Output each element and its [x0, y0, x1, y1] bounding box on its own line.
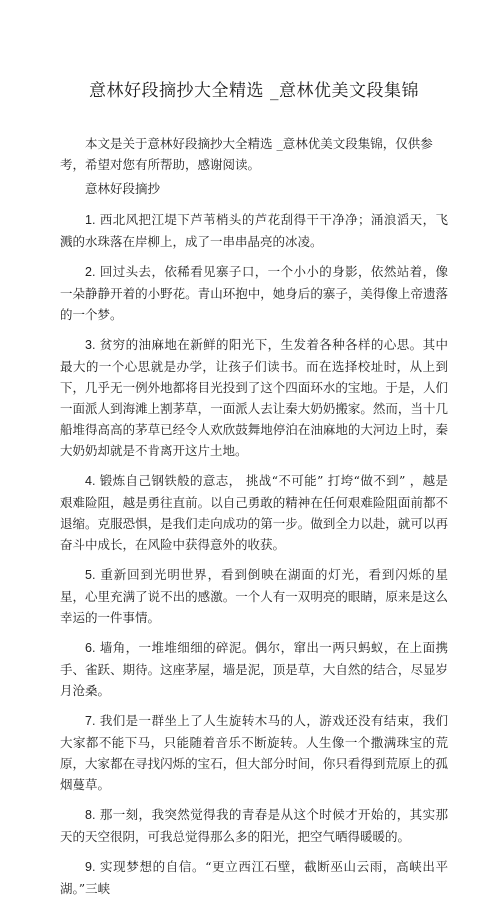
item-number: 9.: [85, 860, 96, 874]
item-number: 2.: [85, 265, 96, 279]
excerpt-item-6: [60, 637, 448, 701]
item-text: 锻炼自己钢铁般的意志， 挑战“不可能” 打垮“做不到” ，越是艰难险阻，越是勇往直前。以自己勇敢的精神在任何艰难险阻面前都不退缩。克服恐惧，是我们走向成功的第一步。做到全力以赴，就可以再奋斗中成长，在风险中获得意外的收获。: [60, 473, 448, 552]
excerpt-item-9: [60, 856, 448, 896]
item-number: 3.: [85, 338, 96, 352]
item-text: 贫穷的油麻地在新鲜的阳光下，生发着各种各样的心思。其中最大的一个心思就是办学，让孩子们读书。而在选择校址时，从上到下，几乎无一例外地都将目光投到了这个四面环水的宝地。于是，人们一面派人到海滩上割茅草，一面派人去让秦大奶奶搬家。然而，当十几船堆得高高的茅草已经令人欢欣鼓舞地停泊在油麻地的大河边上时，秦大奶奶却就是不肯离开这片土地。: [60, 337, 448, 458]
item-number: 5.: [85, 568, 96, 582]
item-number: 6.: [85, 641, 96, 655]
excerpt-item-4: [60, 470, 448, 555]
item-text: 墙角，一堆堆细细的碎泥。偶尔，窜出一两只蚂蚁，在上面携手、雀跃、期待。这座茅屋，墙是泥，顶是草，大自然的结合，尽显岁月沧桑。: [60, 640, 448, 698]
item-number: 1.: [85, 213, 96, 227]
item-text: 回过头去，依稀看见寨子口，一个小小的身影，依然站着，像一朵静静开着的小野花。青山环抱中，她身后的寨子，美得像上帝遗落的一个梦。: [60, 264, 448, 322]
document-title: 意林好段摘抄大全精选 _意林优美文段集锦: [89, 81, 419, 101]
excerpt-item-3: [60, 334, 448, 461]
item-text: 实现梦想的自信。“更立西江石壁，截断巫山云雨，高峡出平湖。”三峡: [60, 859, 448, 896]
item-text: 重新回到光明世界，看到倒映在湖面的灯光，看到闪烁的星星，心里充满了说不出的感激。一个人有一双明亮的眼睛，原来是这么幸运的一件事情。: [60, 567, 448, 625]
excerpt-item-2: [60, 261, 448, 325]
excerpt-item-8: [60, 804, 448, 847]
excerpt-item-5: [60, 564, 448, 628]
item-number: 7.: [85, 714, 96, 728]
item-number: 8.: [85, 808, 96, 822]
intro-paragraph: 本文是关于意林好段摘抄大全精选 _意林优美文段集锦，仅供参考，希望对您有所帮助，感谢阅读。: [60, 136, 433, 172]
item-number: 4.: [85, 474, 96, 488]
excerpt-item-1: [60, 209, 448, 252]
excerpt-list: [60, 209, 448, 896]
excerpt-item-7: [60, 710, 448, 795]
section-heading: 意林好段摘抄: [85, 181, 161, 196]
item-text: 我们是一群坐上了人生旋转木马的人，游戏还没有结束，我们大家都不能下马，只能随着音乐不断旋转。人生像一个撒满珠宝的荒原，大家都在寻找闪烁的宝石，但大部分时间，你只看得到荒原上的孤烟蔓草。: [60, 713, 448, 792]
item-text: 西北风把江堤下芦苇梢头的芦花刮得干干净净；涌浪滔天，飞溅的水珠落在岸柳上，成了一串串晶亮的冰凌。: [60, 212, 448, 249]
item-text: 那一刻，我突然觉得我的青春是从这个时候才开始的，其实那天的天空很阴，可我总觉得那么多的阳光，把空气晒得暖暖的。: [60, 807, 448, 844]
